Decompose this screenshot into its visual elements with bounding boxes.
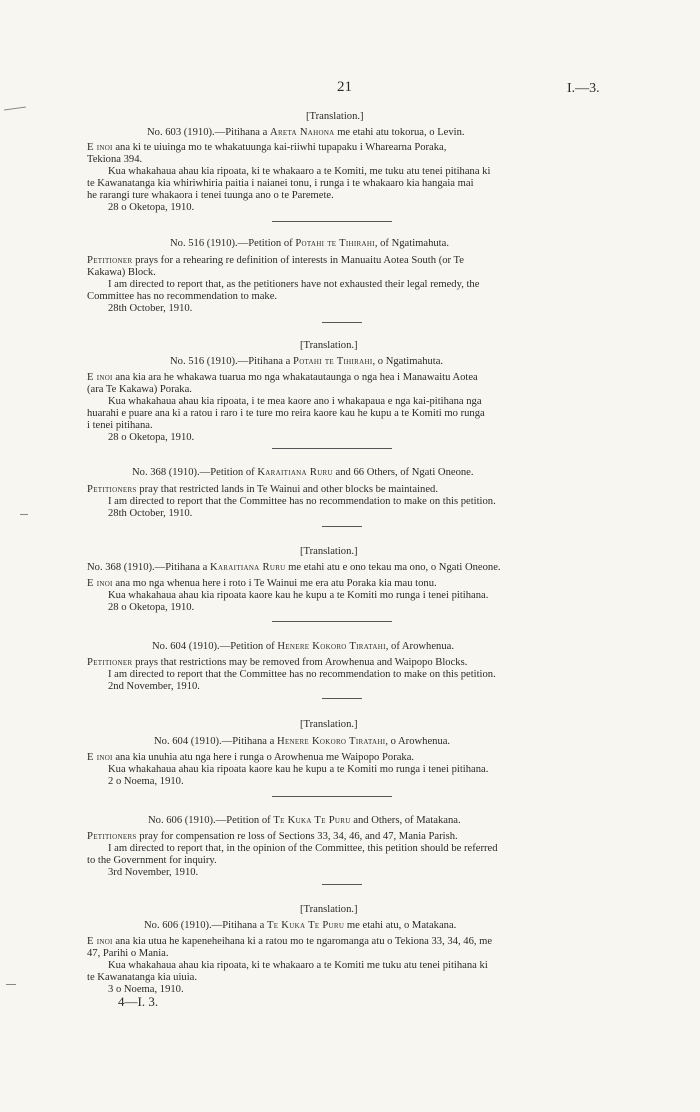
petition-heading: No. 368 (1910).—Pitihana a Karaitiana Ruru me etahi atu e ono tekau ma ono, o Ngati Oneone. [87, 562, 501, 573]
petitioner-name: Karaitiana Ruru [257, 467, 333, 478]
petitioner-name: Potahi te Tihirahi [293, 356, 373, 367]
translation-label: [Translation.] [300, 546, 358, 557]
report-text: Kua whakahaua ahau kia ripoata kaore kau he kupu a te Komiti mo runga i tenei pitihana. [108, 590, 489, 601]
section-divider [272, 621, 392, 622]
report-text: Kua whakahaua ahau kia ripoata, i te mea kaore ano i whakapaua e nga kai-pitihana nga [108, 396, 482, 407]
prayer-text: E inoi ana mo nga whenua here i roto i Te Wainui me era atu Poraka kia mau tonu. [87, 578, 437, 589]
signature-mark: 4—I. 3. [118, 994, 159, 1009]
translation-label: [Translation.] [300, 719, 358, 730]
section-divider [322, 526, 362, 527]
translation-label: [Translation.] [300, 904, 358, 915]
report-text: Kua whakahaua ahau kia ripoata, ki te whakaaro a te Komiti me tuku atu tenei pitihana ki [108, 960, 488, 971]
margin-mark [4, 106, 26, 110]
date: 3 o Noema, 1910. [108, 984, 184, 995]
petition-heading: No. 368 (1910).—Petition of Karaitiana Ruru and 66 Others, of Ngati Oneone. [132, 467, 474, 478]
petition-heading: No. 604 (1910).—Pitihana a Henere Kokoro Tiratahi, o Arowhenua. [154, 736, 451, 747]
translation-label: [Translation.] [300, 340, 358, 351]
report-text: Kua whakahaua ahau kia ripoata kaore kau he kupu a te Komiti mo runga i tenei pitihana. [108, 764, 489, 775]
report-text: I am directed to report that, as the petitioners have not exhausted their legal remedy, the [108, 279, 480, 290]
report-text-cont: Committee has no recommendation to make. [87, 291, 278, 302]
date: 3rd November, 1910. [108, 867, 199, 878]
margin-mark [6, 984, 16, 985]
date: 28th October, 1910. [108, 508, 193, 519]
section-divider [322, 322, 362, 323]
date: 28 o Oketopa, 1910. [108, 432, 195, 443]
report-text-cont: he rarangi ture whakaora i tenei tuunga ano o te Paremete. [87, 190, 334, 201]
prayer-text: Petitioner prays that restrictions may be removed from Arowhenua and Waipopo Blocks. [87, 657, 468, 668]
petitioner-name: Karaitiana Ruru [210, 562, 286, 573]
translation-label: [Translation.] [306, 111, 364, 122]
petitioner-name: Henere Kokoro Tiratahi [277, 736, 386, 747]
prayer-text-cont: (ara Te Kakawa) Poraka. [87, 384, 192, 395]
prayer-text: Petitioners pray for compensation re loss of Sections 33, 34, 46, and 47, Mania Parish. [87, 831, 458, 842]
prayer-text: Petitioners pray that restricted lands in Te Wainui and other blocks be maintained. [87, 484, 438, 495]
margin-mark [20, 514, 28, 515]
prayer-text: E inoi ana kia unuhia atu nga here i runga o Arowhenua me Waipopo Poraka. [87, 752, 415, 763]
petitioner-name: Te Kuka Te Puru [273, 815, 351, 826]
petition-heading: No. 606 (1910).—Petition of Te Kuka Te Puru and Others, of Matakana. [148, 815, 461, 826]
petition-heading: No. 606 (1910).—Pitihana a Te Kuka Te Puru me etahi atu, o Matakana. [144, 920, 457, 931]
report-text: I am directed to report that, in the opinion of the Committee, this petition should be referred [108, 843, 498, 854]
section-divider [322, 698, 362, 699]
report-text-cont: to the Government for inquiry. [87, 855, 217, 866]
petition-heading: No. 604 (1910).—Petition of Henere Kokoro Tiratahi, of Arowhenua. [152, 641, 454, 652]
petitioner-name: Areta Nahona [270, 127, 335, 138]
prayer-text: E inoi ana ki te uiuinga mo te whakatuunga kai-riiwhi tupapaku i Wharearna Poraka, [87, 142, 447, 153]
report-text-cont: i tenei pitihana. [87, 420, 153, 431]
prayer-text: Petitioner prays for a rehearing re definition of interests in Manuaitu Aotea South (or Te [87, 255, 464, 266]
petitioner-name: Te Kuka Te Puru [267, 920, 345, 931]
section-divider [272, 448, 392, 449]
prayer-text-cont: 47, Parihi o Mania. [87, 948, 169, 959]
report-text-cont: huarahi e puare ana ki a ratou i raro i te ture mo reira kaore kau he kupu a te Komiti mo runga [87, 408, 485, 419]
report-text-cont: te Kawanatanga kia whiriwhiria paitia i naianei tonu, i runga i te whakaaro kia hangaia mai [87, 178, 474, 189]
petition-heading: No. 516 (1910).—Petition of Potahi te Tihirahi, of Ngatimahuta. [170, 238, 449, 249]
date: 2nd November, 1910. [108, 681, 200, 692]
report-text: I am directed to report that the Committee has no recommendation to make on this petition. [108, 496, 496, 507]
prayer-text: E inoi ana kia ara he whakawa tuarua mo nga whakatautaunga o nga hea i Manawaitu Aotea [87, 372, 478, 383]
report-text-cont: te Kawanatanga kia uiuia. [87, 972, 198, 983]
report-text: I am directed to report that the Committee has no recommendation to make on this petition. [108, 669, 496, 680]
report-text: Kua whakahaua ahau kia ripoata, ki te whakaaro a te Komiti, me tuku atu tenei pitihana ki [108, 166, 491, 177]
page-number: 21 [337, 79, 352, 95]
date: 2 o Noema, 1910. [108, 776, 184, 787]
section-divider [272, 221, 392, 222]
section-divider [272, 796, 392, 797]
petitioner-name: Henere Kokoro Tiratahi [277, 641, 386, 652]
petition-heading: No. 603 (1910).—Pitihana a Areta Nahona me etahi atu tokorua, o Levin. [147, 127, 465, 138]
prayer-text: E inoi ana kia utua he kapeneheihana ki a ratou mo te ngaromanga atu o Tekiona 33, 34, 46, me [87, 936, 493, 947]
prayer-text-cont: Kakawa) Block. [87, 267, 156, 278]
prayer-text-cont: Tekiona 394. [87, 154, 143, 165]
section-divider [322, 884, 362, 885]
date: 28 o Oketopa, 1910. [108, 602, 195, 613]
date: 28th October, 1910. [108, 303, 193, 314]
petition-heading: No. 516 (1910).—Pitihana a Potahi te Tihirahi, o Ngatimahuta. [170, 356, 444, 367]
petitioner-name: Potahi te Tihirahi [295, 238, 375, 249]
document-reference: I.—3. [567, 81, 600, 96]
date: 28 o Oketopa, 1910. [108, 202, 195, 213]
